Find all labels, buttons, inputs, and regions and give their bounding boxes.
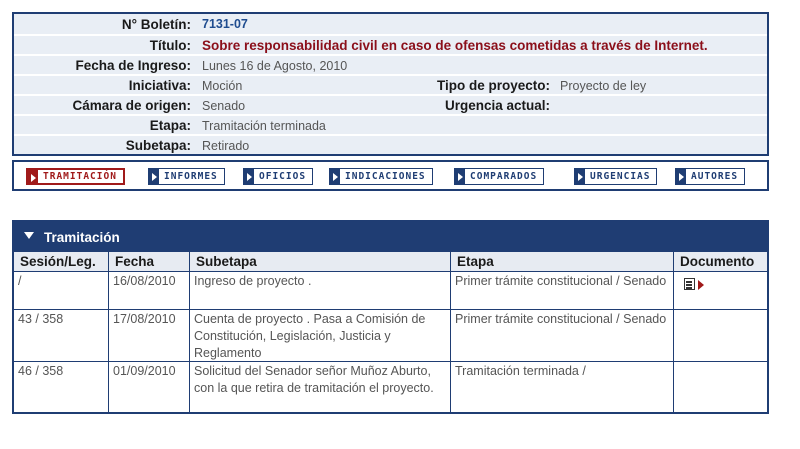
boletin-value[interactable]: 7131-07: [202, 17, 248, 31]
tab-arrow-icon: [455, 169, 465, 184]
table-row-2-fecha: 17/08/2010: [109, 310, 190, 362]
boletin-label: N° Boletín:: [121, 17, 191, 32]
titulo-label: Título:: [149, 38, 191, 53]
urgencia-label: Urgencia actual:: [444, 98, 550, 113]
bill-info-panel: [12, 12, 769, 156]
play-arrow-icon[interactable]: [698, 280, 704, 290]
fecha-ingreso-label: Fecha de Ingreso:: [75, 58, 191, 73]
table-row-2-documento: [674, 310, 767, 362]
subetapa-value: Retirado: [202, 139, 250, 153]
tab-arrow-icon: [330, 169, 340, 184]
col-header-sesion: Sesión/Leg.: [14, 252, 109, 272]
col-header-etapa: Etapa: [451, 252, 674, 272]
col-header-fecha: Fecha: [109, 252, 190, 272]
tab-arrow-icon: [575, 169, 585, 184]
titulo-value: Sobre responsabilidad civil en caso de ofensas cometidas a través de Internet.: [202, 38, 708, 53]
section-tabs: [12, 160, 769, 191]
table-row-1-fecha: 16/08/2010: [109, 272, 190, 310]
table-row-3-fecha: 01/09/2010: [109, 362, 190, 412]
table-row-2-etapa: Primer trámite constitucional / Senado: [451, 310, 674, 362]
tab-comparados[interactable]: COMPARADOS: [454, 168, 544, 185]
table-row-3-documento: [674, 362, 767, 412]
tab-informes[interactable]: INFORMES: [148, 168, 225, 185]
table-row-2-subetapa: Cuenta de proyecto . Pasa a Comisión de Constitución, Legislación, Justicia y Reglamento: [190, 310, 451, 362]
camara-origen-label: Cámara de origen:: [72, 98, 191, 113]
table-row-2-sesion: 43 / 358: [14, 310, 109, 362]
tab-oficios[interactable]: OFICIOS: [243, 168, 313, 185]
tipo-proyecto-value: Proyecto de ley: [560, 79, 647, 93]
tab-urgencias[interactable]: URGENCIAS: [574, 168, 657, 185]
table-row-1-subetapa: Ingreso de proyecto .: [190, 272, 451, 310]
collapse-triangle-icon[interactable]: [24, 232, 34, 239]
table-row-1-etapa: Primer trámite constitucional / Senado: [451, 272, 674, 310]
tab-arrow-icon: [28, 170, 38, 183]
tab-autores[interactable]: AUTORES: [675, 168, 745, 185]
tab-arrow-icon: [244, 169, 254, 184]
tab-arrow-icon: [676, 169, 686, 184]
camara-origen-value: Senado: [202, 99, 246, 113]
table-row-1-documento: [674, 272, 767, 310]
subetapa-label: Subetapa:: [125, 138, 191, 153]
tramitacion-panel: [12, 220, 769, 414]
col-header-documento: Documento: [674, 252, 767, 272]
etapa-value: Tramitación terminada: [202, 119, 326, 133]
iniciativa-label: Iniciativa:: [128, 78, 191, 93]
table-row-3-subetapa: Solicitud del Senador señor Muñoz Aburto, con la que retira de tramitación el proyecto.: [190, 362, 451, 412]
table-row-1-sesion: /: [14, 272, 109, 310]
col-header-subetapa: Subetapa: [190, 252, 451, 272]
table-row-3-etapa: Tramitación terminada /: [451, 362, 674, 412]
fecha-ingreso-value: Lunes 16 de Agosto, 2010: [202, 59, 348, 73]
tab-arrow-icon: [149, 169, 159, 184]
tramitacion-header[interactable]: [14, 222, 767, 252]
document-icon[interactable]: [684, 278, 695, 290]
tab-tramitacion[interactable]: TRAMITACIÓN: [26, 168, 125, 185]
etapa-label: Etapa:: [149, 118, 191, 133]
table-row-3-sesion: 46 / 358: [14, 362, 109, 412]
tramitacion-title: Tramitación: [44, 229, 120, 245]
iniciativa-value: Moción: [202, 79, 243, 93]
tipo-proyecto-label: Tipo de proyecto:: [436, 78, 550, 93]
tab-indicaciones[interactable]: INDICACIONES: [329, 168, 433, 185]
